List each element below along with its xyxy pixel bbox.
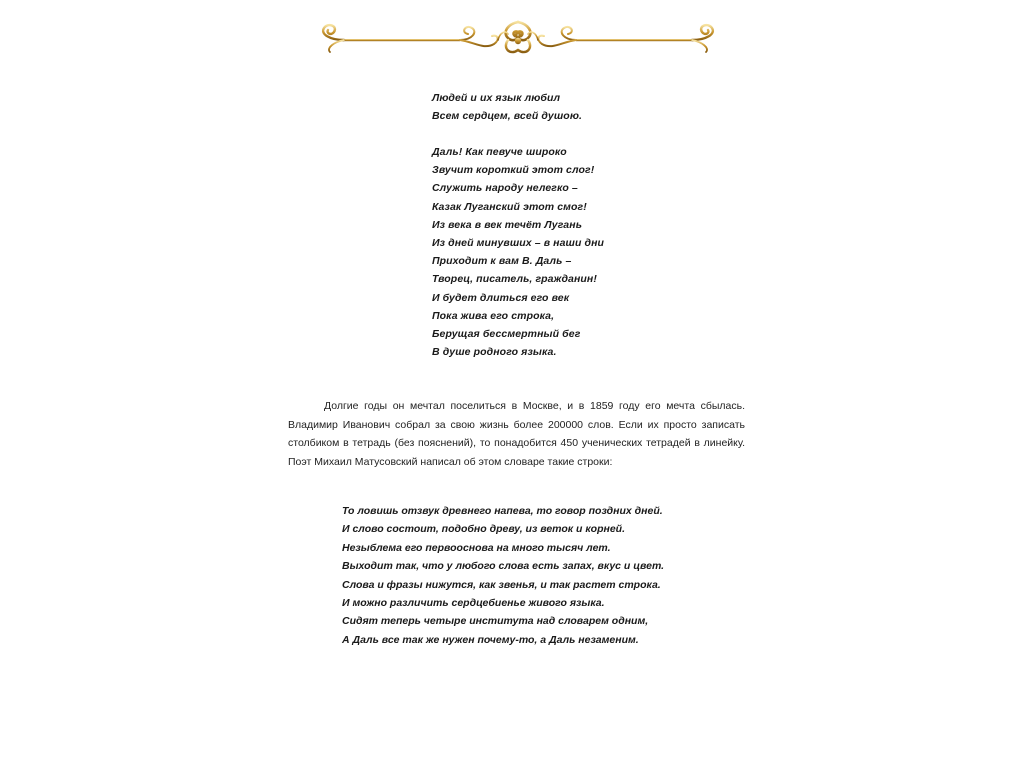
poem-line: Служить народу нелегко – xyxy=(432,182,578,195)
poem-line: Берущая бессмертный бег xyxy=(432,328,581,341)
poem-line: И будет длиться его век xyxy=(432,291,570,304)
poem-line: Звучит короткий этот слог! xyxy=(432,164,595,177)
quote-line: Незыблема его первооснова на много тысяч лет. xyxy=(342,541,611,554)
quote-line: А Даль все так же нужен почему-то, а Даль незаменим. xyxy=(342,633,639,646)
poem-line: Из дней минувших – в наши дни xyxy=(432,237,605,250)
quote-line: И можно различить сердцебиенье живого языка. xyxy=(342,597,605,610)
poem-line: Всем сердцем, всей душою. xyxy=(432,110,583,123)
quote-line: То ловишь отзвук древнего напева, то говор поздних дней. xyxy=(342,505,663,517)
poem-line: В душе родного языка. xyxy=(432,346,557,359)
poem-line: Приходит к вам В. Даль – xyxy=(432,255,572,268)
poem-line: Пока жива его строка, xyxy=(432,309,555,322)
poem-stanza-1 xyxy=(432,89,582,125)
poem-line: Даль! Как певуче широко xyxy=(432,146,567,158)
poem-line: Творец, писатель, гражданин! xyxy=(432,273,597,286)
body-paragraph: Долгие годы он мечтал поселиться в Москве, и в 1859 году его мечта сбылась. Владимир Иванович собрал за свою жизнь более 200000 слов. Если их просто записать столбиком в тетрадь (без пояснений), то понадобится 450 ученических тетрадей в линейку. Поэт Михаил Матусовский написал об этом словаре такие строки: xyxy=(288,400,745,468)
poem-stanza-2 xyxy=(432,143,604,361)
quote-line: И слово состоит, подобно древу, из веток и корней. xyxy=(342,523,625,536)
gold-scroll-ornament-icon xyxy=(312,18,724,62)
quote-line: Сидят теперь четыре института над словарем одним, xyxy=(342,615,649,628)
poem-line: Казак Луганский этот смог! xyxy=(432,200,587,213)
quoted-poem xyxy=(342,502,664,649)
quote-line: Слова и фразы нижутся, как звенья, и так растет строка. xyxy=(342,578,661,591)
poem-line: Людей и их язык любил xyxy=(432,92,561,104)
quote-line: Выходит так, что у любого слова есть запах, вкус и цвет. xyxy=(342,560,665,573)
poem-line: Из века в век течёт Лугань xyxy=(432,218,583,231)
